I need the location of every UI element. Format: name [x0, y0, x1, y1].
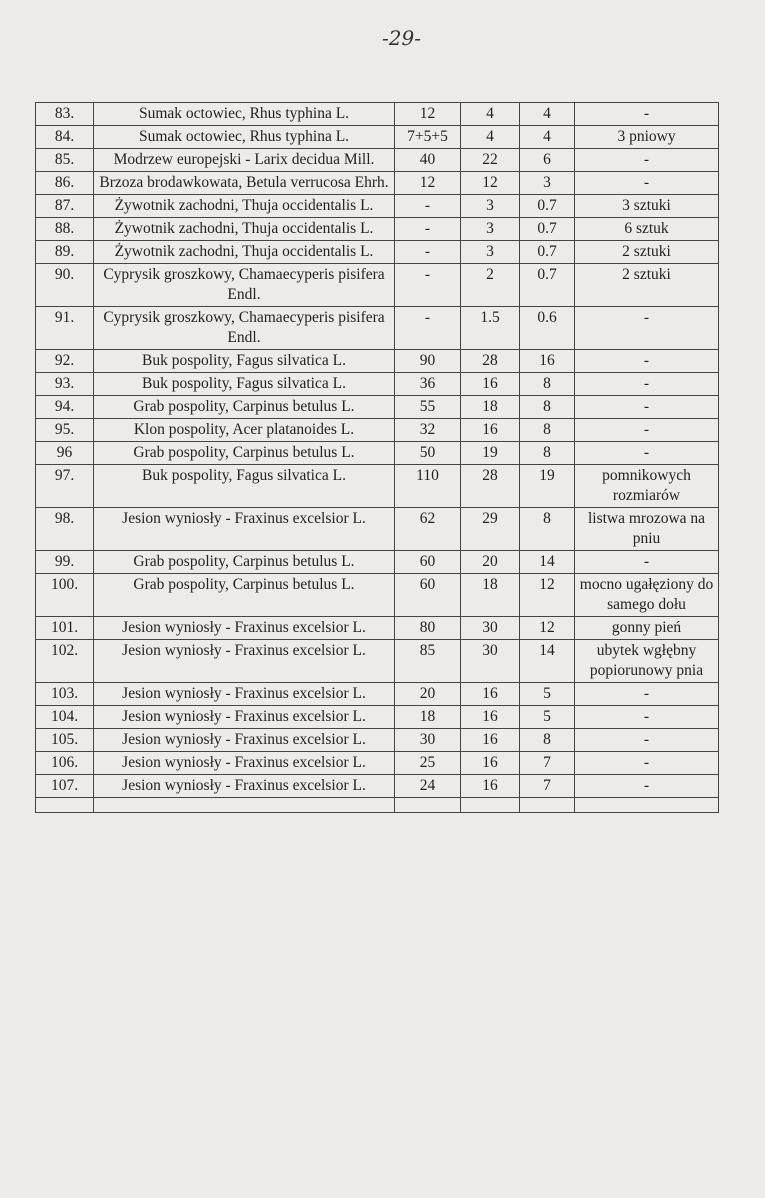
- circumference: 20: [395, 683, 461, 706]
- circumference: 90: [395, 350, 461, 373]
- circumference: 30: [395, 729, 461, 752]
- species-name: Jesion wyniosły - Fraxinus excelsior L.: [94, 683, 395, 706]
- row-number: 84.: [36, 126, 94, 149]
- height: 3: [461, 218, 520, 241]
- circumference: 24: [395, 775, 461, 798]
- remarks: -: [575, 706, 719, 729]
- height: 18: [461, 396, 520, 419]
- height: 2: [461, 264, 520, 307]
- remarks: -: [575, 683, 719, 706]
- empty-cell: [395, 798, 461, 813]
- species-name: Grab pospolity, Carpinus betulus L.: [94, 551, 395, 574]
- remarks: -: [575, 396, 719, 419]
- species-name: Żywotnik zachodni, Thuja occidentalis L.: [94, 195, 395, 218]
- row-number: 88.: [36, 218, 94, 241]
- circumference: 60: [395, 551, 461, 574]
- table-row: [36, 149, 719, 172]
- table-row: [36, 396, 719, 419]
- row-number: 87.: [36, 195, 94, 218]
- row-number: 102.: [36, 640, 94, 683]
- height: 4: [461, 103, 520, 126]
- species-name: Sumak octowiec, Rhus typhina L.: [94, 103, 395, 126]
- remarks: -: [575, 551, 719, 574]
- remarks: -: [575, 373, 719, 396]
- remarks: 3 pniowy: [575, 126, 719, 149]
- height: 29: [461, 508, 520, 551]
- circumference: 12: [395, 172, 461, 195]
- species-name: Jesion wyniosły - Fraxinus excelsior L.: [94, 706, 395, 729]
- species-name: Jesion wyniosły - Fraxinus excelsior L.: [94, 729, 395, 752]
- species-name: Żywotnik zachodni, Thuja occidentalis L.: [94, 218, 395, 241]
- height: 1.5: [461, 307, 520, 350]
- circumference: 85: [395, 640, 461, 683]
- row-number: 90.: [36, 264, 94, 307]
- remarks: pomnikowych rozmiarów: [575, 465, 719, 508]
- row-number: 92.: [36, 350, 94, 373]
- height: 28: [461, 465, 520, 508]
- row-number: 97.: [36, 465, 94, 508]
- remarks: -: [575, 442, 719, 465]
- crown-diameter: 7: [520, 775, 575, 798]
- table-row: [36, 775, 719, 798]
- height: 22: [461, 149, 520, 172]
- crown-diameter: 0.6: [520, 307, 575, 350]
- circumference: -: [395, 218, 461, 241]
- row-number: 104.: [36, 706, 94, 729]
- circumference: 7+5+5: [395, 126, 461, 149]
- remarks: -: [575, 172, 719, 195]
- circumference: 62: [395, 508, 461, 551]
- remarks: -: [575, 149, 719, 172]
- species-name: Jesion wyniosły - Fraxinus excelsior L.: [94, 508, 395, 551]
- crown-diameter: 8: [520, 729, 575, 752]
- height: 4: [461, 126, 520, 149]
- crown-diameter: 14: [520, 640, 575, 683]
- species-name: Jesion wyniosły - Fraxinus excelsior L.: [94, 752, 395, 775]
- empty-cell: [36, 798, 94, 813]
- circumference: 80: [395, 617, 461, 640]
- empty-cell: [520, 798, 575, 813]
- species-name: Grab pospolity, Carpinus betulus L.: [94, 574, 395, 617]
- remarks: -: [575, 729, 719, 752]
- table-row: [36, 729, 719, 752]
- species-name: Buk pospolity, Fagus silvatica L.: [94, 465, 395, 508]
- remarks: -: [575, 752, 719, 775]
- species-name: Żywotnik zachodni, Thuja occidentalis L.: [94, 241, 395, 264]
- row-number: 91.: [36, 307, 94, 350]
- circumference: 110: [395, 465, 461, 508]
- crown-diameter: 12: [520, 617, 575, 640]
- crown-diameter: 7: [520, 752, 575, 775]
- row-number: 85.: [36, 149, 94, 172]
- species-name: Cyprysik groszkowy, Chamaecyperis pisifera Endl.: [94, 264, 395, 307]
- crown-diameter: 8: [520, 442, 575, 465]
- species-name: Brzoza brodawkowata, Betula verrucosa Ehrh.: [94, 172, 395, 195]
- species-name: Buk pospolity, Fagus silvatica L.: [94, 350, 395, 373]
- height: 16: [461, 683, 520, 706]
- circumference: 50: [395, 442, 461, 465]
- height: 16: [461, 752, 520, 775]
- species-name: Jesion wyniosły - Fraxinus excelsior L.: [94, 775, 395, 798]
- table-row: [36, 218, 719, 241]
- remarks: -: [575, 350, 719, 373]
- table-row: [36, 683, 719, 706]
- remarks: -: [575, 419, 719, 442]
- crown-diameter: 8: [520, 396, 575, 419]
- row-number: 94.: [36, 396, 94, 419]
- table-row: [36, 307, 719, 350]
- page-number: -29-: [382, 26, 421, 50]
- crown-diameter: 4: [520, 126, 575, 149]
- circumference: -: [395, 264, 461, 307]
- species-name: Klon pospolity, Acer platanoides L.: [94, 419, 395, 442]
- table-row: [36, 551, 719, 574]
- remarks: gonny pień: [575, 617, 719, 640]
- circumference: 18: [395, 706, 461, 729]
- circumference: -: [395, 195, 461, 218]
- species-name: Buk pospolity, Fagus silvatica L.: [94, 373, 395, 396]
- height: 3: [461, 241, 520, 264]
- remarks: 2 sztuki: [575, 241, 719, 264]
- table-row: [36, 617, 719, 640]
- table-row: [36, 103, 719, 126]
- table-row: [36, 419, 719, 442]
- table-row: [36, 752, 719, 775]
- height: 30: [461, 617, 520, 640]
- table-row: [36, 373, 719, 396]
- crown-diameter: 8: [520, 373, 575, 396]
- height: 16: [461, 373, 520, 396]
- circumference: 60: [395, 574, 461, 617]
- crown-diameter: 0.7: [520, 195, 575, 218]
- table-row: [36, 241, 719, 264]
- remarks: listwa mrozowa na pniu: [575, 508, 719, 551]
- remarks: 3 sztuki: [575, 195, 719, 218]
- table-row: [36, 706, 719, 729]
- row-number: 95.: [36, 419, 94, 442]
- table-row: [36, 172, 719, 195]
- table-row: [36, 640, 719, 683]
- height: 18: [461, 574, 520, 617]
- table-row: [36, 350, 719, 373]
- species-name: Grab pospolity, Carpinus betulus L.: [94, 442, 395, 465]
- row-number: 107.: [36, 775, 94, 798]
- height: 19: [461, 442, 520, 465]
- row-number: 98.: [36, 508, 94, 551]
- circumference: 32: [395, 419, 461, 442]
- crown-diameter: 19: [520, 465, 575, 508]
- height: 16: [461, 729, 520, 752]
- crown-diameter: 0.7: [520, 241, 575, 264]
- row-number: 86.: [36, 172, 94, 195]
- row-number: 106.: [36, 752, 94, 775]
- species-name: Grab pospolity, Carpinus betulus L.: [94, 396, 395, 419]
- species-name: Cyprysik groszkowy, Chamaecyperis pisifera Endl.: [94, 307, 395, 350]
- row-number: 96: [36, 442, 94, 465]
- height: 12: [461, 172, 520, 195]
- table-row: [36, 574, 719, 617]
- row-number: 99.: [36, 551, 94, 574]
- remarks: mocno ugałęziony do samego dołu: [575, 574, 719, 617]
- remarks: -: [575, 775, 719, 798]
- table-row: [36, 508, 719, 551]
- crown-diameter: 14: [520, 551, 575, 574]
- empty-cell: [575, 798, 719, 813]
- crown-diameter: 5: [520, 706, 575, 729]
- table-row: [36, 442, 719, 465]
- height: 16: [461, 706, 520, 729]
- height: 16: [461, 419, 520, 442]
- height: 30: [461, 640, 520, 683]
- row-number: 100.: [36, 574, 94, 617]
- circumference: 25: [395, 752, 461, 775]
- row-number: 103.: [36, 683, 94, 706]
- height: 3: [461, 195, 520, 218]
- remarks: 6 sztuk: [575, 218, 719, 241]
- crown-diameter: 6: [520, 149, 575, 172]
- species-name: Jesion wyniosły - Fraxinus excelsior L.: [94, 617, 395, 640]
- circumference: 40: [395, 149, 461, 172]
- crown-diameter: 3: [520, 172, 575, 195]
- remarks: 2 sztuki: [575, 264, 719, 307]
- table-row: [36, 195, 719, 218]
- remarks: -: [575, 103, 719, 126]
- table-row: [36, 264, 719, 307]
- row-number: 93.: [36, 373, 94, 396]
- row-number: 83.: [36, 103, 94, 126]
- species-name: Sumak octowiec, Rhus typhina L.: [94, 126, 395, 149]
- remarks: -: [575, 307, 719, 350]
- remarks: ubytek wgłębny popiorunowy pnia: [575, 640, 719, 683]
- row-number: 101.: [36, 617, 94, 640]
- tree-inventory-table: [35, 102, 719, 813]
- crown-diameter: 16: [520, 350, 575, 373]
- empty-cell: [461, 798, 520, 813]
- table-row-empty: [36, 798, 719, 813]
- species-name: Modrzew europejski - Larix decidua Mill.: [94, 149, 395, 172]
- crown-diameter: 8: [520, 419, 575, 442]
- table-row: [36, 126, 719, 149]
- height: 16: [461, 775, 520, 798]
- crown-diameter: 0.7: [520, 218, 575, 241]
- circumference: 55: [395, 396, 461, 419]
- circumference: -: [395, 307, 461, 350]
- row-number: 105.: [36, 729, 94, 752]
- crown-diameter: 5: [520, 683, 575, 706]
- table-row: [36, 465, 719, 508]
- crown-diameter: 12: [520, 574, 575, 617]
- circumference: 36: [395, 373, 461, 396]
- height: 20: [461, 551, 520, 574]
- crown-diameter: 4: [520, 103, 575, 126]
- circumference: -: [395, 241, 461, 264]
- crown-diameter: 0.7: [520, 264, 575, 307]
- row-number: 89.: [36, 241, 94, 264]
- species-name: Jesion wyniosły - Fraxinus excelsior L.: [94, 640, 395, 683]
- empty-cell: [94, 798, 395, 813]
- crown-diameter: 8: [520, 508, 575, 551]
- circumference: 12: [395, 103, 461, 126]
- height: 28: [461, 350, 520, 373]
